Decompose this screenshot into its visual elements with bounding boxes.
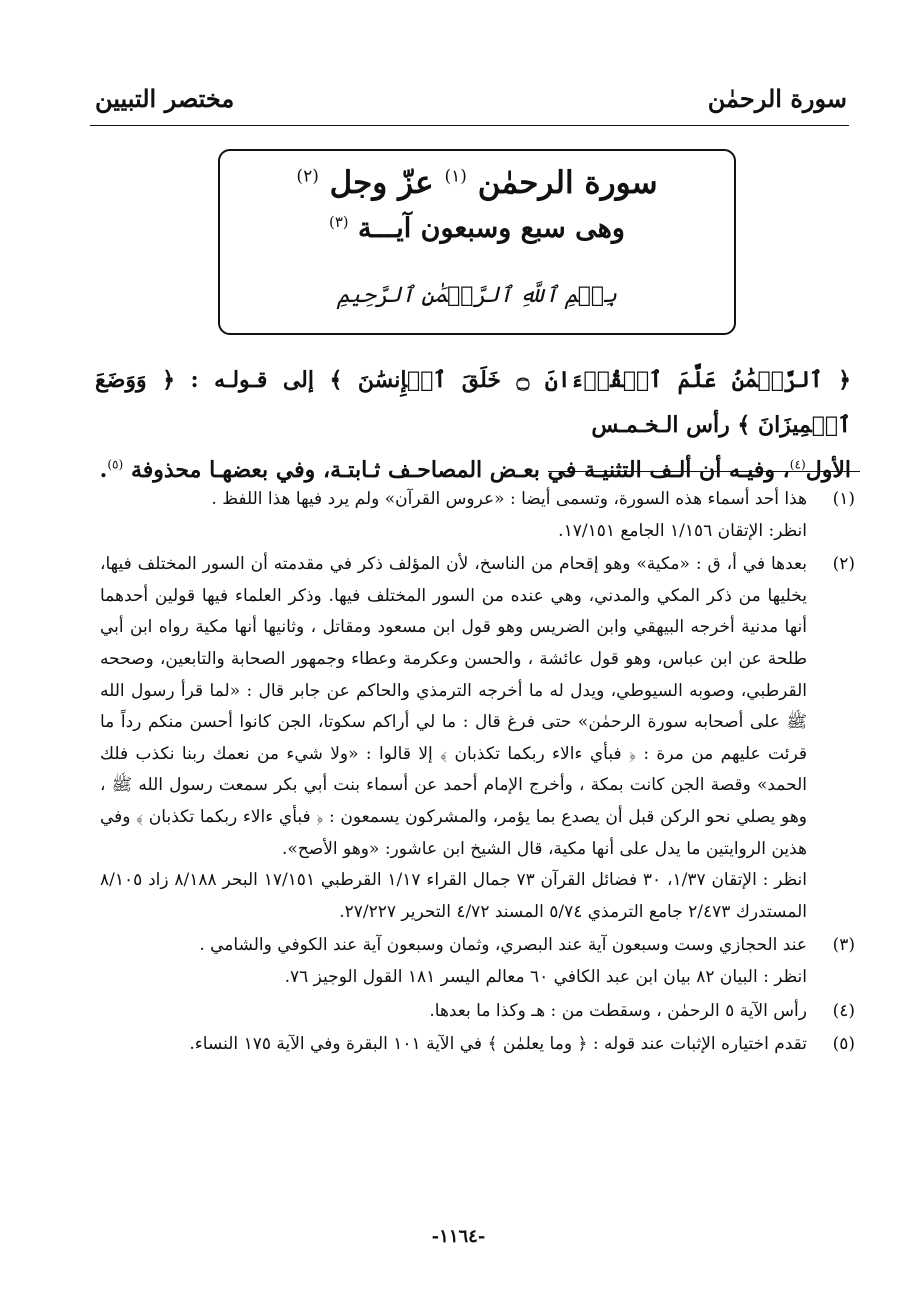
main-line-2-start: الأول <box>805 457 851 483</box>
footnote-ref-1: (١) <box>444 166 467 187</box>
footnote-4 <box>100 996 855 1028</box>
surah-verse-count <box>220 213 734 244</box>
footnote-3 <box>100 930 855 993</box>
footnotes <box>100 484 855 1061</box>
footnote-number: (٢) <box>832 554 855 575</box>
page-number: -١١٦٤- <box>431 1226 486 1247</box>
footnote-line: رأس الآية ٥ الرحمٰن ، وسقطت من : هـ وكذا ما بعدها. <box>429 1000 807 1021</box>
surah-title-box <box>218 149 736 335</box>
running-header-surah: سورة الرحمٰن <box>707 84 847 113</box>
footnote-line: هذا أحد أسماء هذه السورة، وتسمى أيضا : «عروس القرآن» ولم يرد فيها هذا اللفظ . <box>211 489 807 509</box>
verse-count-text: وهى سبع وسبعون آيـــة <box>358 213 625 244</box>
main-line-2-end: . <box>99 457 108 483</box>
main-line-1: ﴿ ٱلرَّحۡمَٰنُ عَلَّمَ ٱلۡقُرۡءَانَ ۝ خَلَقَ ٱلۡإِنسَٰنَ ﴾ إلى قـولـه : ﴿ وَوَضَعَ ٱلۡمِيزَانَ ﴾ رأس الـخـمـس <box>95 367 851 438</box>
footnote-line: تقدم اختياره الإثبات عند قوله : ﴿ وما يعلمٰن ﴾ في الآية ١٠١ البقرة وفي الآية ١٧٥ النساء. <box>189 1034 807 1055</box>
footnote-5 <box>100 1029 855 1061</box>
footnote-paragraph: بعدها في أ، ق : «مكية» وهو إقحام من الناسخ، لأن المؤلف ذكر في مقدمته أن السور المختلف فيها، يخليها من ذكر المكي والمدني، وهي عنده من السور المختلف فيها. وذكر العلماء فيها قولين أحدهما أنها مدنية أخرجه البيهقي وابن الضريس وهو قول ابن مسعود ومقاتل ، وثانيها أنها مكية رواه ابن أبي طلحة عن ابن عباس، وهو قول عائشة ، والحسن وعكرمة وعطاء وجمهور الصحابة والتابعين، وصححه القرطبي، وصوبه السيوطي، ويدل له ما أخرجه الترمذي والحاكم عن جابر قال : «لما قرأ رسول الله ﷺ على أصحابه سورة الرحمٰن» حتى فرغ قال : ما لي أراكم سكوتا، الجن كانوا أحسن منكم رداً ما قرئت عليهم من مرة : ﴿ فبأي ءالاء ربكما تكذبان ﴾ إلا قالوا : «ولا شيء من نعمك ربنا نكذب فلك الحمد» وقصة الجن كانت بمكة ، وأخرج الإمام أحمد عن أسماء بنت أبي بكر سمعت رسول الله ﷺ ، وهو يصلي نحو الركن قبل أن يصدع بما يؤمر، والمشركون يسمعون : ﴿ فبأي ءالاء ربكما تكذبان ﴾ وفي هذين الروايتين ما يدل على أنها مكية، قال الشيخ ابن عاشور: «وهو الأصح». <box>100 554 808 859</box>
running-header-book: مختصر التبيين <box>95 84 235 113</box>
footnote-ref-4: (٤) <box>789 457 806 472</box>
main-commentary <box>95 358 851 493</box>
surah-title <box>220 165 734 201</box>
footnote-number: (٥) <box>832 1034 855 1055</box>
main-line-2-body: ، وفيـه أن ألـف التثنيـة في بعـض المصاحـف ثـابتـة، وفي بعضهـا محذوفة <box>130 457 790 483</box>
surah-name: سورة الرحمٰن <box>477 165 658 201</box>
footnote-separator <box>548 471 860 472</box>
footnote-number: (٣) <box>832 935 855 956</box>
basmala: بِسۡمِ ٱللَّهِ ٱلرَّحۡمَٰنِ ٱلرَّحِيمِ <box>336 283 618 308</box>
footnote-line: انظر: الإتقان ١/١٥٦ الجامع ١٧/١٥١. <box>558 520 807 541</box>
footnote-1 <box>100 484 855 547</box>
footnote-ref-3: (٣) <box>329 213 349 231</box>
footnote-line: انظر : البيان ٨٢ بيان ابن عبد الكافي ٦٠ معالم اليسر ١٨١ القول الوجيز ٧٦. <box>284 966 807 987</box>
surah-honorific: عزّ وجل <box>329 165 434 201</box>
footnote-ref-5: (٥) <box>107 457 124 472</box>
footnote-number: (٤) <box>832 1000 855 1021</box>
footnote-references: انظر : الإتقان ١/٣٧، ٣٠ فضائل القرآن ٧٣ جمال القراء ١/١٧ القرطبي ١٧/١٥١ البحر ٨/١٨٨ زاد ٨/١٠٥ المستدرك ٢/٤٧٣ جامع الترمذي ٥/٧٤ المسند ٤/٧٢ التحرير ٢٧/٢٢٧. <box>100 870 807 922</box>
header-rule <box>90 125 849 126</box>
footnote-2 <box>100 549 855 928</box>
footnote-number: (١) <box>832 489 855 509</box>
footnote-ref-2: (٢) <box>296 166 319 187</box>
footnote-line: عند الحجازي وست وسبعون آية عند البصري، وثمان وسبعون آية عند الكوفي والشامي . <box>199 935 807 956</box>
